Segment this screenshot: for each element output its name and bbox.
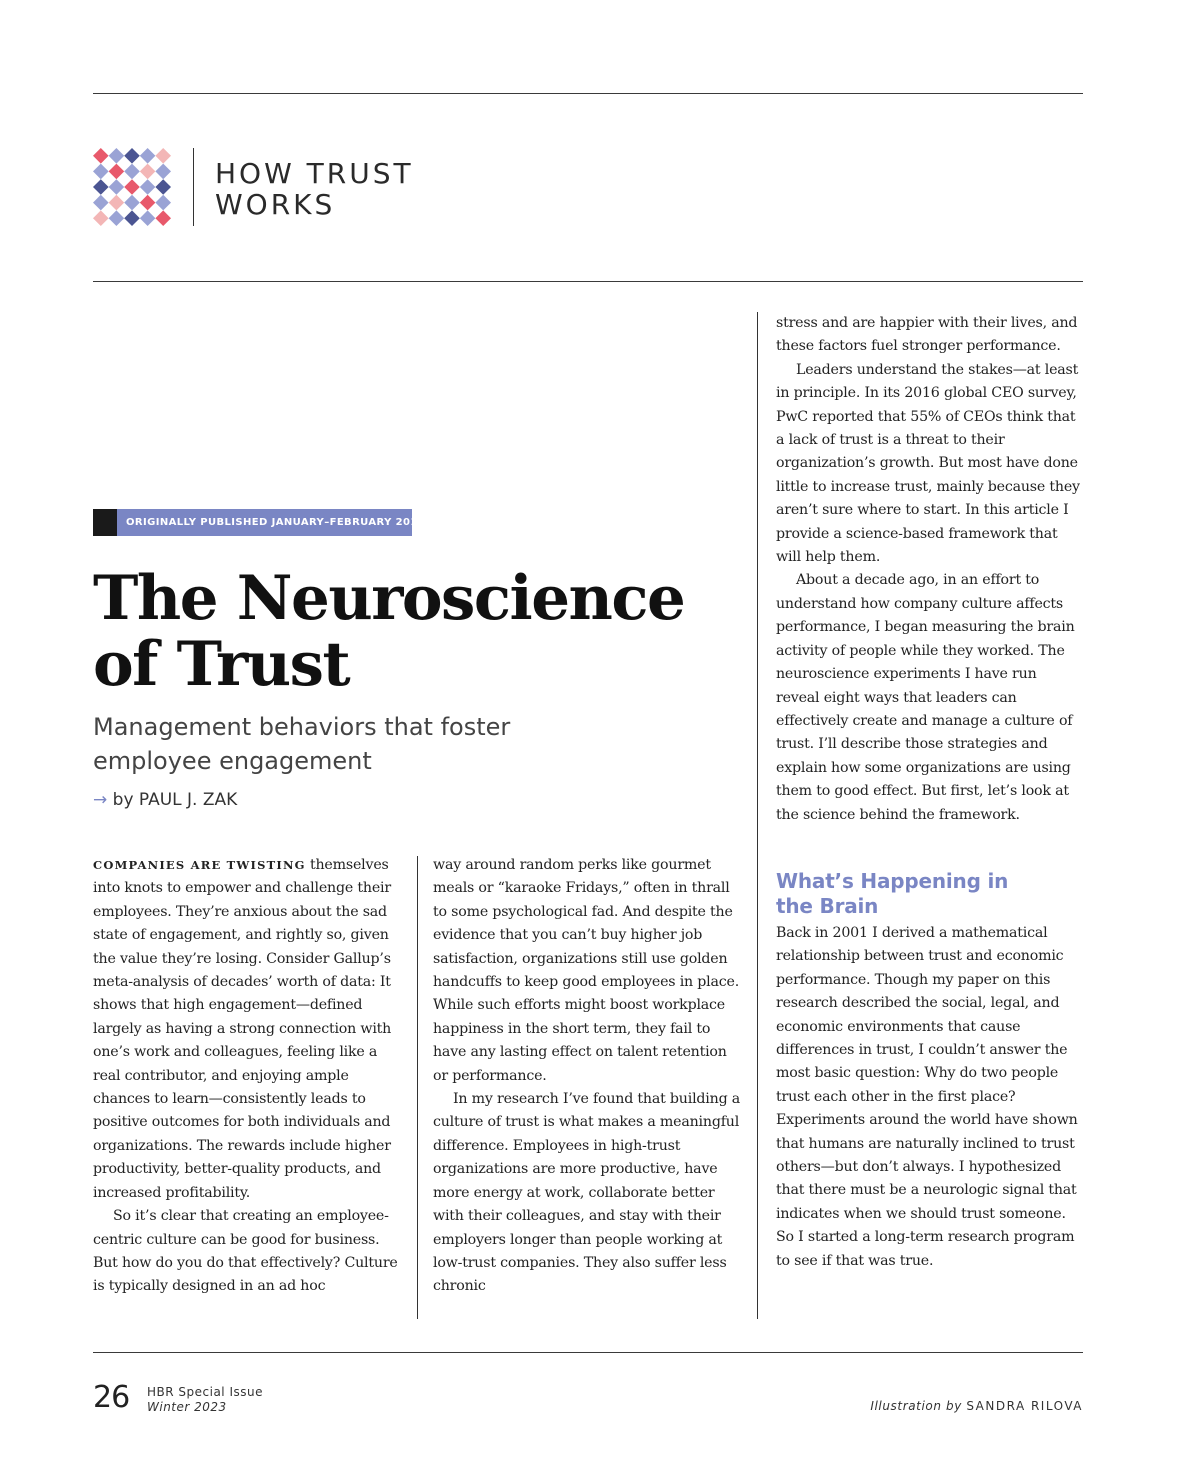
illustrator-name: SANDRA RILOVA: [966, 1399, 1083, 1413]
logo-cell: [140, 148, 156, 164]
header-divider: [193, 148, 194, 226]
body-column-1: [93, 854, 401, 1299]
publication-info: [147, 1385, 263, 1415]
paragraph-text: themselves into knots to empower and challenge their employees. They’re anxious about the sad state of engagement, and rightly so, given the value they’re losing. Consider Gallup’s meta-analysis of decades’ worth of data: It shows that high engagement—defined largely as having a strong connection with one’s work and colleagues, feeling like a real contributor, and enjoying ample chances to learn—consistently leads to positive outcomes for both individuals and organizations. The rewards include higher productivity, better-quality products, and increased profitability.: [93, 857, 392, 1201]
body-column-3: [776, 312, 1084, 1273]
publication-name: HBR Special Issue: [147, 1385, 263, 1399]
logo-cell: [93, 195, 109, 211]
section-label: HOW TRUST WORKS: [215, 157, 414, 221]
issue-date: Winter 2023: [147, 1400, 227, 1414]
woven-x-logo-icon: [93, 148, 171, 226]
section-heading: What’s Happening in the Brain: [776, 868, 1009, 918]
article-subtitle: Management behaviors that foster employee engagement: [93, 713, 511, 775]
paragraph: About a decade ago, in an effort to understand how company culture affects performance, I began measuring the brain activity of people while they worked. The neuroscience experiments I have run reveal eight ways that leaders can effectively create and manage a culture of trust. I’ll describe those strategies and explain how some organizations are using them to good effect. But first, let’s look at the science behind the framework.: [776, 572, 1075, 823]
logo-cell: [140, 179, 156, 195]
logo-cell: [93, 148, 109, 164]
logo-cell: [140, 164, 156, 180]
logo-cell: [155, 164, 171, 180]
illustration-credit: [870, 1399, 1083, 1413]
top-rule: [93, 93, 1083, 94]
logo-cell: [155, 210, 171, 226]
logo-cell: [155, 179, 171, 195]
logo-cell: [109, 179, 125, 195]
logo-cell: [140, 210, 156, 226]
logo-cell: [109, 210, 125, 226]
paragraph: So it’s clear that creating an employee-centric culture can be good for business. But how do you do that effectively? Culture is typically designed in an ad hoc: [93, 1208, 398, 1295]
column-divider: [417, 856, 418, 1319]
paragraph: way around random perks like gourmet meals or “karaoke Fridays,” often in thrall to some psychological fad. And despite the evidence that you can’t buy higher job satisfaction, organizations still use golden handcuffs to keep good employees in place. While such efforts might boost workplace happiness in the short term, they fail to have any lasting effect on talent retention or performance.: [433, 857, 740, 1084]
article-title: The Neuroscience of Trust: [93, 563, 685, 700]
header-rule: [93, 281, 1083, 282]
run-in-text: COMPANIES ARE TWISTING: [93, 858, 306, 872]
byline-prefix: by: [112, 790, 134, 810]
tag-marker: [93, 509, 117, 536]
arrow-right-icon: →: [93, 790, 108, 810]
logo-cell: [155, 195, 171, 211]
paragraph: In my research I’ve found that building a culture of trust is what makes a meaningful difference. Employees in high-trust organizations are more productive, have more energy at work, collaborate better with their colleagues, and stay with their employers longer than people working at low-trust companies. They also suffer less chronic: [433, 1091, 741, 1295]
logo-cell: [140, 195, 156, 211]
page-number: 26: [93, 1380, 130, 1415]
byline: [93, 790, 237, 810]
column-divider: [757, 312, 758, 1319]
logo-cell: [124, 164, 140, 180]
logo-cell: [93, 164, 109, 180]
logo-cell: [93, 210, 109, 226]
paragraph: [93, 854, 401, 1205]
paragraph: Back in 2001 I derived a mathematical relationship between trust and economic performance. Though my paper on this research described the social, legal, and economic environments that cause differences in trust, I couldn’t answer the most basic question: Why do two people trust each other in the first place? Experiments around the world have shown that humans are naturally inclined to trust others—but don’t always. I hypothesized that there must be a neurologic signal that indicates when we should trust someone. So I started a long-term research program to see if that was true.: [776, 924, 1078, 1269]
publication-tag: ORIGINALLY PUBLISHED JANUARY–FEBRUARY 2017: [117, 509, 412, 536]
logo-cell: [124, 195, 140, 211]
logo-cell: [155, 148, 171, 164]
logo-cell: [109, 148, 125, 164]
paragraph: stress and are happier with their lives, and these factors fuel stronger performance.: [776, 315, 1078, 355]
logo-cell: [93, 179, 109, 195]
footer-rule: [93, 1352, 1083, 1353]
logo-cell: [124, 210, 140, 226]
logo-cell: [124, 148, 140, 164]
credit-label: Illustration by: [870, 1399, 962, 1413]
author-name: PAUL J. ZAK: [138, 790, 238, 810]
paragraph: Leaders understand the stakes—at least in principle. In its 2016 global CEO survey, PwC reported that 55% of CEOs think that a lack of trust is a threat to their organization’s growth. But most have done little to increase trust, mainly because they aren’t sure where to start. In this article I provide a science-based framework that will help them.: [776, 361, 1080, 566]
body-column-2: [433, 854, 741, 1299]
logo-cell: [109, 164, 125, 180]
logo-cell: [109, 195, 125, 211]
logo-cell: [124, 179, 140, 195]
